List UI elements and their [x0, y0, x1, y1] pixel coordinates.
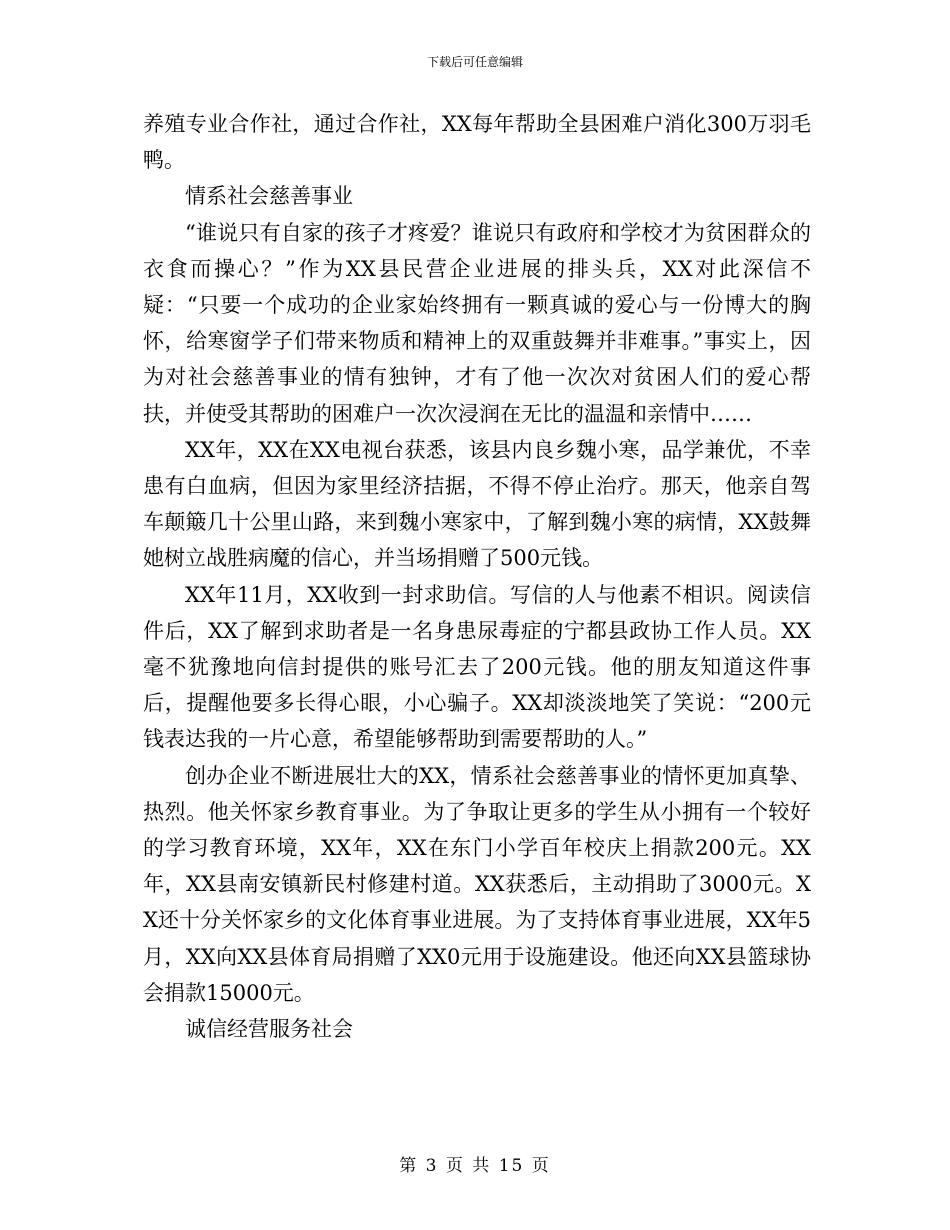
paragraph-5: 创办企业不断进展壮大的XX，情系社会慈善事业的情怀更加真挚、热烈。他关怀家乡教育事业。为了争取让更多的学生从小拥有一个较好的学习教育环境，XX年，XX在东门小学百年校庆上捐款200元。XX年，XX县南安镇新民村修建村道。XX获悉后，主动捐助了3000元。XX还十分关怀家乡的文化体育事业进展。为了支持体育事业进展，XX年5月，XX向XX县体育局捐赠了XX0元用于设施建设。他还向XX县篮球协会捐款15000元。 — [143, 763, 811, 1005]
page-footer: 第 3 页 共 15 页 — [399, 1156, 551, 1176]
section-heading-charity: 情系社会慈善事业 — [185, 184, 353, 209]
section-heading-integrity: 诚信经营服务社会 — [185, 1017, 353, 1042]
document-body — [143, 106, 811, 1047]
paragraph-3: XX年，XX在XX电视台获悉，该县内良乡魏小寒，品学兼优，不幸患有白血病，但因为家里经济拮据，不得不停止治疗。那天，他亲自驾车颠簸几十公里山路，来到魏小寒家中，了解到魏小寒的病情，XX鼓舞她树立战胜病魔的信心，并当场捐赠了500元钱。 — [143, 437, 811, 571]
paragraph-2: “谁说只有自家的孩子才疼爱？谁说只有政府和学校才为贫困群众的衣食而操心？”作为XX县民营企业进展的排头兵，XX对此深信不疑：“只要一个成功的企业家始终拥有一颗真诚的爱心与一份博大的胸怀，给寒窗学子们带来物质和精神上的双重鼓舞并非难事。”事实上，因为对社会慈善事业的情有独钟，才有了他一次次对贫困人们的爱心帮扶，并使受其帮助的困难户一次次浸润在无比的温温和亲情中…… — [143, 220, 811, 426]
page-header: 下载后可任意编辑 — [426, 55, 523, 69]
paragraph-4: XX年11月，XX收到一封求助信。写信的人与他素不相识。阅读信件后，XX了解到求助者是一名身患尿毒症的宁都县政协工作人员。XX毫不犹豫地向信封提供的账号汇去了200元钱。他的朋友知道这件事后，提醒他要多长得心眼，小心骗子。XX却淡淡地笑了笑说：“200元钱表达我的一片心意，希望能够帮助到需要帮助的人。” — [143, 582, 811, 752]
paragraph-1: 养殖专业合作社，通过合作社，XX每年帮助全县困难户消化300万羽毛鸭。 — [143, 112, 811, 173]
